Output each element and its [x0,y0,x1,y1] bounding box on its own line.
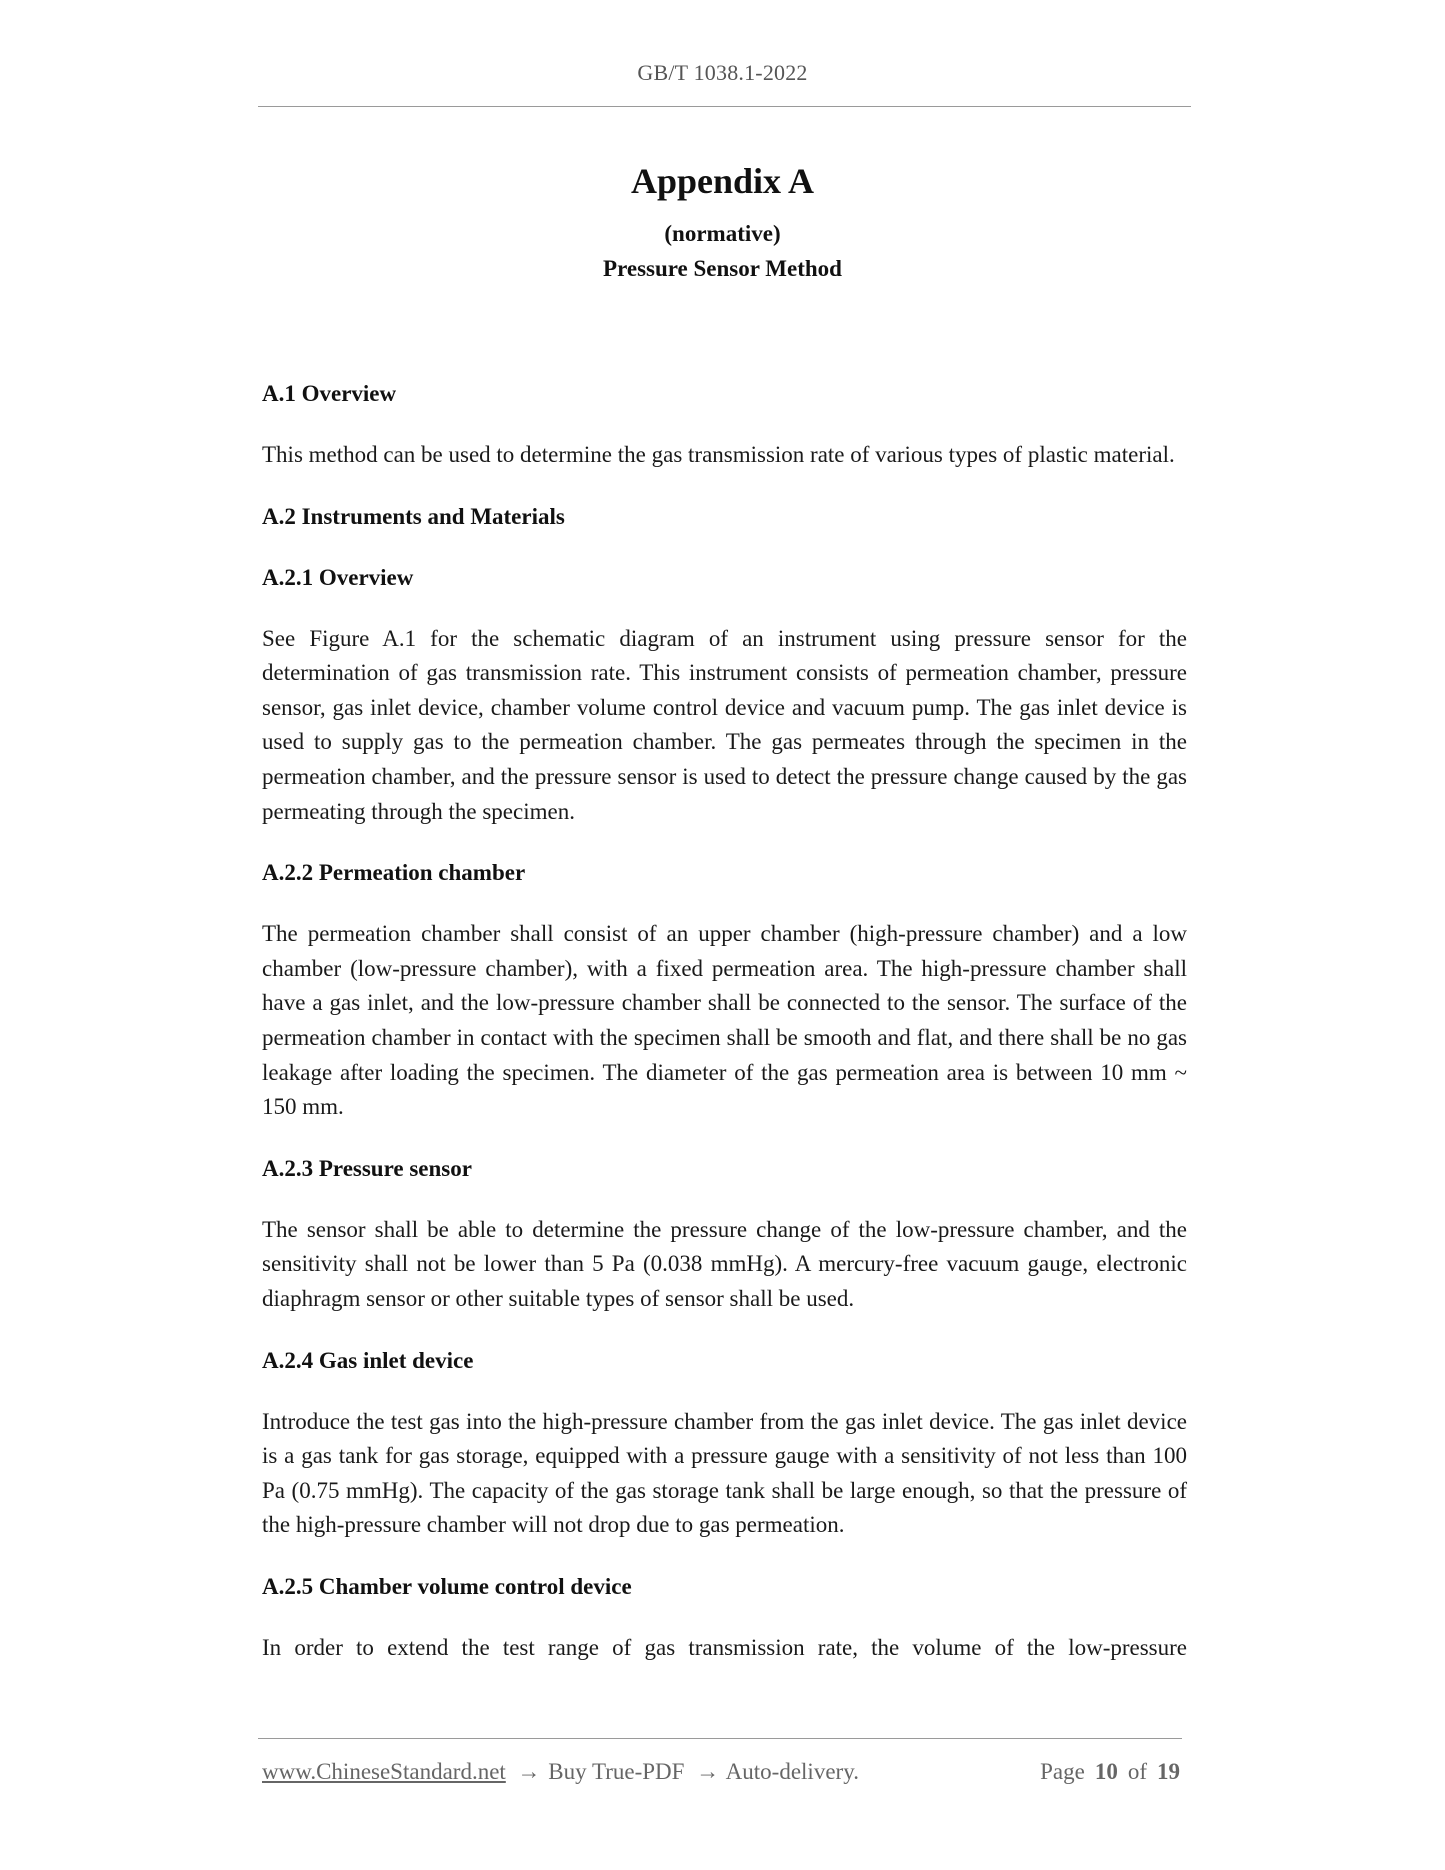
page-current: 10 [1094,1759,1118,1784]
site-link[interactable]: www.ChineseStandard.net [262,1759,506,1784]
section-heading-a2-4: A.2.4 Gas inlet device [262,1347,474,1373]
appendix-type: (normative) [664,221,781,246]
page-of-label: of [1127,1759,1147,1784]
section-text-a1: This method can be used to determine the gas transmission rate of various types of plastic material. [262,442,1175,467]
page-total: 19 [1157,1759,1180,1784]
appendix-name: Pressure Sensor Method [603,256,842,281]
page-indicator [1040,1759,1180,1785]
arrow-right-icon: → [696,1759,720,1784]
section-text-a2-4: Introduce the test gas into the high-pressure chamber from the gas inlet device. The gas inlet device is a gas tank for gas storage, equipped with a pressure gauge with a sensitivity of not less than 100 Pa (0.75 mmHg). The capacity of the gas storage tank shall be large enough, so that the pressure of the high-pressure chamber will not drop due to gas permeation. [262,1408,1187,1538]
footer-divider [258,1738,1182,1739]
section-heading-a2-3: A.2.3 Pressure sensor [262,1155,472,1181]
footer-promo [262,1759,859,1785]
buy-pdf-text: Buy True-PDF [548,1759,685,1784]
auto-delivery-text: Auto-delivery. [725,1759,859,1784]
section-heading-a2: A.2 Instruments and Materials [262,503,565,529]
section-text-a2-3: The sensor shall be able to determine the pressure change of the low-pressure chamber, and the sensitivity shall not be lower than 5 Pa (0.038 mmHg). A mercury-free vacuum gauge, electronic diaphragm sensor or other suitable types of sensor shall be used. [262,1216,1187,1311]
header-standard-code: GB/T 1038.1-2022 [637,60,808,85]
document-body [262,377,1187,1665]
arrow-right-icon: → [517,1759,541,1784]
section-text-a2-5: In order to extend the test range of gas transmission rate, the volume of the low-pressure [262,1634,1187,1660]
section-text-a2-1: See Figure A.1 for the schematic diagram of an instrument using pressure sensor for the determination of gas transmission rate. This instrument consists of permeation chamber, pressure sensor, gas inlet device, chamber volume control device and vacuum pump. The gas inlet device is used to supply gas to the permeation chamber. The gas permeates through the specimen in the permeation chamber, and the pressure sensor is used to detect the pressure change caused by the gas permeating through the specimen. [262,625,1187,824]
section-heading-a2-1: A.2.1 Overview [262,564,414,590]
section-heading-a2-5: A.2.5 Chamber volume control device [262,1573,632,1599]
header-divider [258,106,1191,107]
appendix-title: Appendix A [630,161,815,201]
page-label: Page [1040,1759,1085,1784]
section-text-a2-2: The permeation chamber shall consist of an upper chamber (high-pressure chamber) and a low chamber (low-pressure chamber), with a fixed permeation area. The high-pressure chamber shall have a gas inlet, and the low-pressure chamber shall be connected to the sensor. The surface of the permeation chamber in contact with the specimen shall be smooth and flat, and there shall be no gas leakage after loading the specimen. The diameter of the gas permeation area is between 10 mm ~ 150 mm. [262,921,1187,1120]
section-heading-a2-2: A.2.2 Permeation chamber [262,860,526,886]
section-heading-a1: A.1 Overview [262,381,397,406]
